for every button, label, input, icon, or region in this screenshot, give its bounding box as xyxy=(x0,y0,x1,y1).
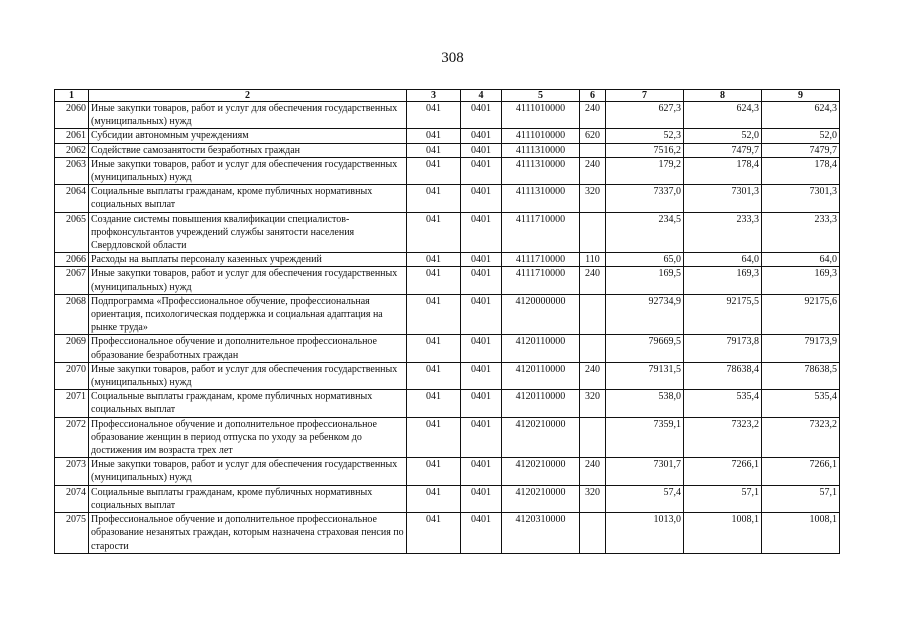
row-col-3: 041 xyxy=(407,212,461,253)
row-col-3: 041 xyxy=(407,253,461,267)
table-row xyxy=(55,513,840,554)
row-col-4: 0401 xyxy=(461,212,502,253)
row-number: 2063 xyxy=(55,157,89,184)
row-col-9: 79173,9 xyxy=(762,335,840,362)
row-number: 2075 xyxy=(55,513,89,554)
header-col-5: 5 xyxy=(502,90,580,102)
header-col-9: 9 xyxy=(762,90,840,102)
budget-table xyxy=(54,89,840,554)
row-col-9: 7323,2 xyxy=(762,417,840,458)
row-col-6 xyxy=(580,513,606,554)
table-row xyxy=(55,335,840,362)
row-name: Содействие самозанятости безработных граждан xyxy=(89,143,407,157)
row-col-4: 0401 xyxy=(461,267,502,294)
row-col-7: 1013,0 xyxy=(606,513,684,554)
row-col-4: 0401 xyxy=(461,362,502,389)
table-row xyxy=(55,417,840,458)
row-col-7: 179,2 xyxy=(606,157,684,184)
row-col-6 xyxy=(580,212,606,253)
header-row xyxy=(55,90,840,102)
row-number: 2061 xyxy=(55,129,89,143)
header-col-8: 8 xyxy=(684,90,762,102)
row-col-7: 169,5 xyxy=(606,267,684,294)
row-col-8: 624,3 xyxy=(684,102,762,129)
row-col-4: 0401 xyxy=(461,157,502,184)
row-col-5: 4111010000 xyxy=(502,129,580,143)
row-number: 2064 xyxy=(55,185,89,212)
row-col-9: 7301,3 xyxy=(762,185,840,212)
row-col-7: 57,4 xyxy=(606,485,684,512)
row-name: Иные закупки товаров, работ и услуг для обеспечения государственных (муниципальных) нужд xyxy=(89,267,407,294)
row-name: Социальные выплаты гражданам, кроме публичных нормативных социальных выплат xyxy=(89,185,407,212)
row-col-8: 79173,8 xyxy=(684,335,762,362)
row-col-9: 535,4 xyxy=(762,390,840,417)
table-row xyxy=(55,458,840,485)
row-col-5: 4120110000 xyxy=(502,362,580,389)
table-row xyxy=(55,253,840,267)
row-col-8: 52,0 xyxy=(684,129,762,143)
row-name: Иные закупки товаров, работ и услуг для обеспечения государственных (муниципальных) нужд xyxy=(89,102,407,129)
header-col-4: 4 xyxy=(461,90,502,102)
header-col-6: 6 xyxy=(580,90,606,102)
row-number: 2067 xyxy=(55,267,89,294)
row-col-9: 57,1 xyxy=(762,485,840,512)
table-row xyxy=(55,102,840,129)
row-col-3: 041 xyxy=(407,485,461,512)
row-col-8: 64,0 xyxy=(684,253,762,267)
row-col-5: 4120210000 xyxy=(502,485,580,512)
row-col-5: 4120110000 xyxy=(502,335,580,362)
table-row xyxy=(55,362,840,389)
row-number: 2069 xyxy=(55,335,89,362)
row-col-8: 7479,7 xyxy=(684,143,762,157)
row-col-3: 041 xyxy=(407,362,461,389)
row-col-6: 240 xyxy=(580,458,606,485)
row-col-3: 041 xyxy=(407,102,461,129)
row-col-5: 4120110000 xyxy=(502,390,580,417)
row-col-9: 7266,1 xyxy=(762,458,840,485)
row-col-6: 320 xyxy=(580,485,606,512)
row-col-7: 627,3 xyxy=(606,102,684,129)
row-col-6: 320 xyxy=(580,390,606,417)
row-col-8: 7301,3 xyxy=(684,185,762,212)
row-number: 2062 xyxy=(55,143,89,157)
row-col-5: 4120210000 xyxy=(502,458,580,485)
row-col-4: 0401 xyxy=(461,335,502,362)
row-name: Иные закупки товаров, работ и услуг для обеспечения государственных (муниципальных) нужд xyxy=(89,362,407,389)
row-name: Создание системы повышения квалификации специалистов-профконсультантов учреждений службы занятости населения Свердловской области xyxy=(89,212,407,253)
row-number: 2072 xyxy=(55,417,89,458)
row-col-9: 178,4 xyxy=(762,157,840,184)
row-col-4: 0401 xyxy=(461,143,502,157)
row-col-4: 0401 xyxy=(461,294,502,335)
row-col-4: 0401 xyxy=(461,513,502,554)
row-col-3: 041 xyxy=(407,335,461,362)
page-number: 308 xyxy=(441,50,464,66)
row-name: Иные закупки товаров, работ и услуг для обеспечения государственных (муниципальных) нужд xyxy=(89,157,407,184)
header-col-2: 2 xyxy=(89,90,407,102)
row-name: Социальные выплаты гражданам, кроме публичных нормативных социальных выплат xyxy=(89,390,407,417)
row-col-5: 4111310000 xyxy=(502,185,580,212)
row-col-9: 7479,7 xyxy=(762,143,840,157)
row-col-6: 240 xyxy=(580,102,606,129)
row-col-5: 4111710000 xyxy=(502,267,580,294)
row-col-5: 4111310000 xyxy=(502,157,580,184)
row-col-8: 169,3 xyxy=(684,267,762,294)
row-col-3: 041 xyxy=(407,185,461,212)
row-col-5: 4111010000 xyxy=(502,102,580,129)
row-col-6: 110 xyxy=(580,253,606,267)
row-col-3: 041 xyxy=(407,390,461,417)
table-row xyxy=(55,129,840,143)
row-col-8: 7266,1 xyxy=(684,458,762,485)
row-col-8: 1008,1 xyxy=(684,513,762,554)
row-col-7: 79131,5 xyxy=(606,362,684,389)
header-col-3: 3 xyxy=(407,90,461,102)
row-col-3: 041 xyxy=(407,267,461,294)
row-col-9: 92175,6 xyxy=(762,294,840,335)
row-number: 2070 xyxy=(55,362,89,389)
row-col-5: 4111710000 xyxy=(502,212,580,253)
row-col-8: 92175,5 xyxy=(684,294,762,335)
row-col-8: 233,3 xyxy=(684,212,762,253)
table-row xyxy=(55,267,840,294)
row-number: 2060 xyxy=(55,102,89,129)
row-name: Профессиональное обучение и дополнительное профессиональное образование женщин в период отпуска по уходу за ребенком до достижения им возраста трех лет xyxy=(89,417,407,458)
row-col-8: 7323,2 xyxy=(684,417,762,458)
row-col-3: 041 xyxy=(407,143,461,157)
row-col-5: 4120000000 xyxy=(502,294,580,335)
row-col-7: 7359,1 xyxy=(606,417,684,458)
row-col-6 xyxy=(580,143,606,157)
row-name: Иные закупки товаров, работ и услуг для обеспечения государственных (муниципальных) нужд xyxy=(89,458,407,485)
row-col-3: 041 xyxy=(407,129,461,143)
row-col-3: 041 xyxy=(407,417,461,458)
row-number: 2066 xyxy=(55,253,89,267)
row-col-6: 240 xyxy=(580,362,606,389)
row-col-8: 535,4 xyxy=(684,390,762,417)
row-col-8: 57,1 xyxy=(684,485,762,512)
row-col-6: 240 xyxy=(580,267,606,294)
row-col-7: 7301,7 xyxy=(606,458,684,485)
row-col-9: 78638,5 xyxy=(762,362,840,389)
row-col-3: 041 xyxy=(407,458,461,485)
row-name: Профессиональное обучение и дополнительное профессиональное образование безработных граждан xyxy=(89,335,407,362)
table-row xyxy=(55,390,840,417)
table-row xyxy=(55,157,840,184)
row-col-6 xyxy=(580,335,606,362)
row-col-7: 79669,5 xyxy=(606,335,684,362)
row-name: Субсидии автономным учреждениям xyxy=(89,129,407,143)
row-name: Расходы на выплаты персоналу казенных учреждений xyxy=(89,253,407,267)
row-col-7: 7337,0 xyxy=(606,185,684,212)
row-col-5: 4120210000 xyxy=(502,417,580,458)
row-col-6 xyxy=(580,294,606,335)
row-col-4: 0401 xyxy=(461,458,502,485)
row-number: 2073 xyxy=(55,458,89,485)
row-name: Социальные выплаты гражданам, кроме публичных нормативных социальных выплат xyxy=(89,485,407,512)
row-col-3: 041 xyxy=(407,513,461,554)
row-number: 2071 xyxy=(55,390,89,417)
row-col-5: 4111310000 xyxy=(502,143,580,157)
row-col-6: 240 xyxy=(580,157,606,184)
header-col-7: 7 xyxy=(606,90,684,102)
row-col-8: 178,4 xyxy=(684,157,762,184)
row-col-3: 041 xyxy=(407,294,461,335)
row-col-8: 78638,4 xyxy=(684,362,762,389)
row-number: 2074 xyxy=(55,485,89,512)
row-col-6: 620 xyxy=(580,129,606,143)
row-col-9: 624,3 xyxy=(762,102,840,129)
row-col-7: 65,0 xyxy=(606,253,684,267)
row-col-4: 0401 xyxy=(461,253,502,267)
row-col-5: 4111710000 xyxy=(502,253,580,267)
row-col-4: 0401 xyxy=(461,390,502,417)
row-col-7: 234,5 xyxy=(606,212,684,253)
table-row xyxy=(55,212,840,253)
row-col-9: 169,3 xyxy=(762,267,840,294)
row-col-4: 0401 xyxy=(461,129,502,143)
table-row xyxy=(55,485,840,512)
row-col-6 xyxy=(580,417,606,458)
row-col-7: 7516,2 xyxy=(606,143,684,157)
row-number: 2068 xyxy=(55,294,89,335)
row-col-7: 538,0 xyxy=(606,390,684,417)
row-col-4: 0401 xyxy=(461,485,502,512)
row-name: Профессиональное обучение и дополнительное профессиональное образование незанятых граждан, которым назначена страховая пенсия по старости xyxy=(89,513,407,554)
row-col-3: 041 xyxy=(407,157,461,184)
row-col-6: 320 xyxy=(580,185,606,212)
table-row xyxy=(55,185,840,212)
row-name: Подпрограмма «Профессиональное обучение, профессиональная ориентация, психологическая поддержка и социальная адаптация на рынке труда» xyxy=(89,294,407,335)
row-col-4: 0401 xyxy=(461,102,502,129)
row-col-4: 0401 xyxy=(461,185,502,212)
row-col-9: 1008,1 xyxy=(762,513,840,554)
row-col-9: 52,0 xyxy=(762,129,840,143)
row-col-5: 4120310000 xyxy=(502,513,580,554)
table-row xyxy=(55,294,840,335)
row-col-9: 64,0 xyxy=(762,253,840,267)
row-col-4: 0401 xyxy=(461,417,502,458)
table-row xyxy=(55,143,840,157)
row-number: 2065 xyxy=(55,212,89,253)
row-col-7: 92734,9 xyxy=(606,294,684,335)
header-col-1: 1 xyxy=(55,90,89,102)
row-col-7: 52,3 xyxy=(606,129,684,143)
row-col-9: 233,3 xyxy=(762,212,840,253)
